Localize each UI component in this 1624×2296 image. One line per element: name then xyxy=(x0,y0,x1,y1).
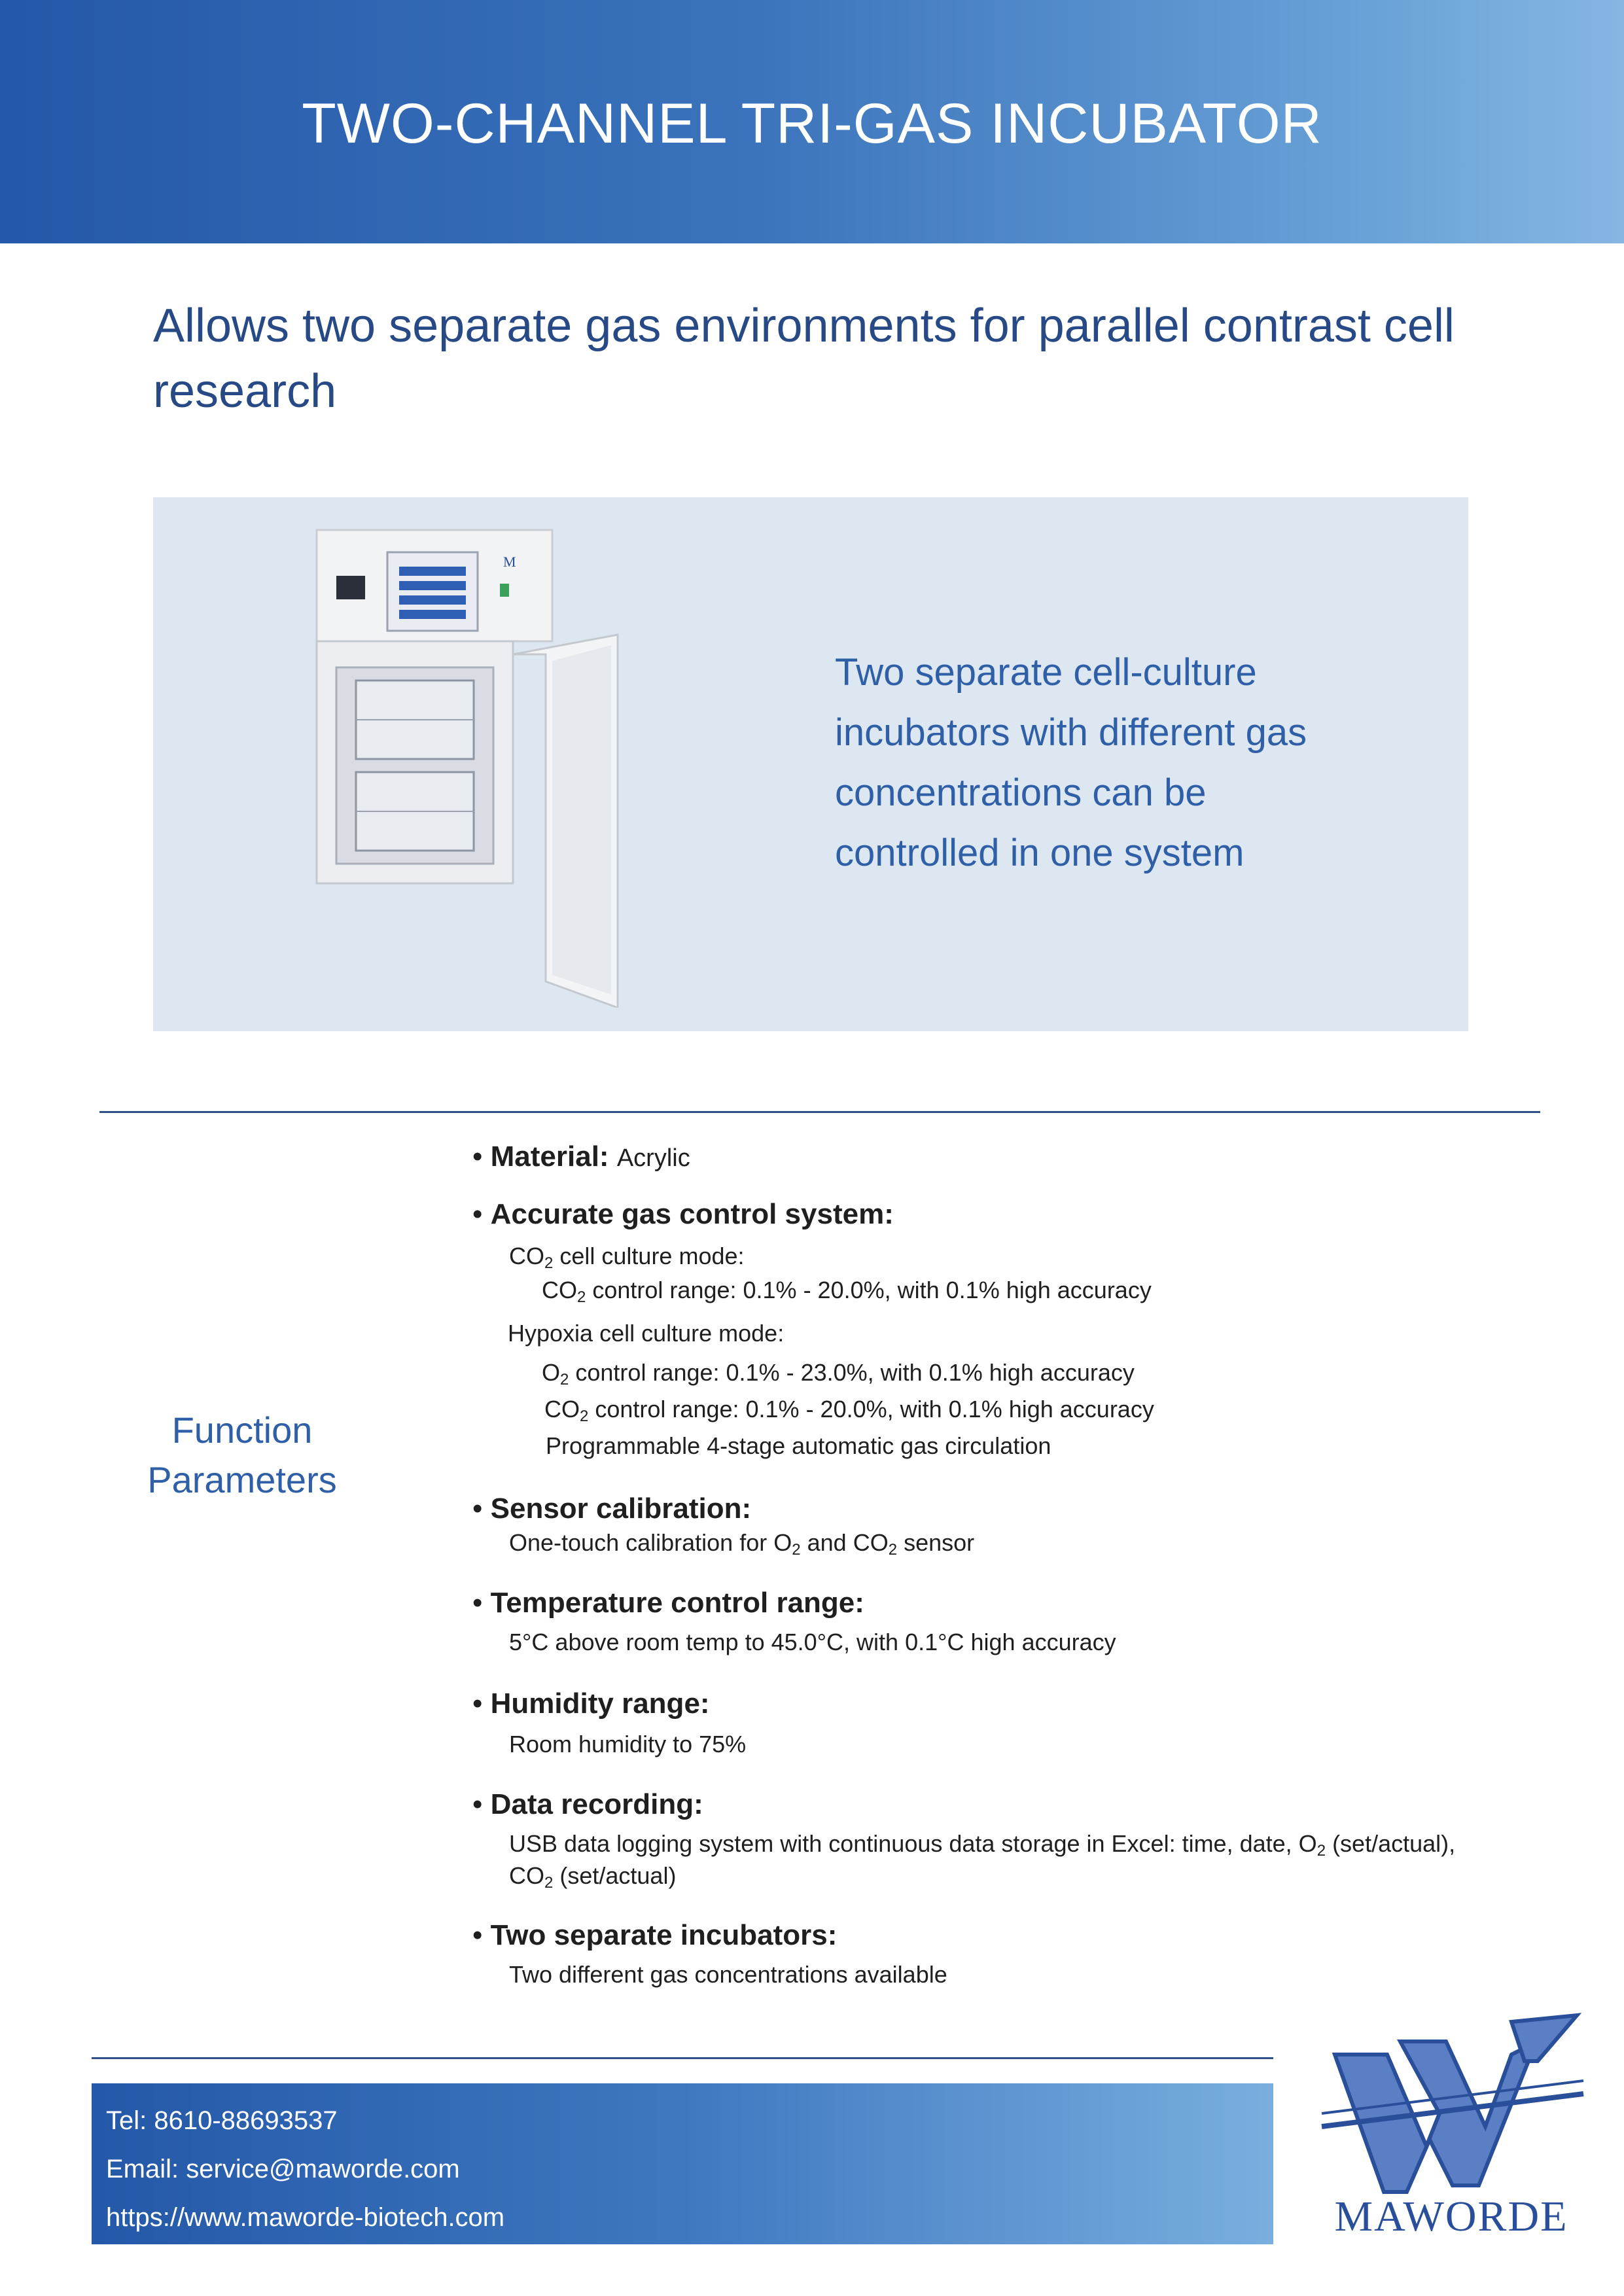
gas-o2-range: $O_2$ control range: 0.1% - 23.0%, with 0.1% high accuracy xyxy=(542,1359,1135,1388)
param-material: • Material: Acrylic xyxy=(472,1140,690,1173)
section-title: Function Parameters xyxy=(147,1409,337,1500)
divider xyxy=(99,1111,1540,1113)
data-text: USB data logging system with continuous data storage in Excel: time, date, $O_2$ (set/actual), $CO_2$ (set/actual) xyxy=(509,1830,1456,1892)
gas-co2-mode: $CO_2$ cell culture mode: xyxy=(509,1243,745,1272)
footer-website[interactable]: https://www.maworde-biotech.com xyxy=(106,2203,505,2232)
incubator-image xyxy=(310,523,650,1008)
gas-hypoxia-mode: Hypoxia cell culture mode: xyxy=(508,1320,785,1347)
feature-text xyxy=(835,643,1371,883)
param-data-recording: • Data recording: xyxy=(472,1788,703,1820)
feature-line: incubators with different gas xyxy=(835,711,1307,754)
param-incubators: • Two separate incubators: xyxy=(472,1919,838,1951)
footer-divider xyxy=(92,2057,1273,2059)
page-title: TWO-CHANNEL TRI-GAS INCUBATOR xyxy=(302,92,1322,155)
gas-programmable: Programmable 4-stage automatic gas circulation xyxy=(546,1432,1051,1459)
param-sensor: • Sensor calibration: xyxy=(472,1492,752,1525)
gas-co2-range: $CO_2$ control range: 0.1% - 20.0%, with 0.1% high accuracy xyxy=(542,1277,1152,1306)
param-temperature: • Temperature control range: xyxy=(472,1587,864,1619)
feature-line: Two separate cell-culture xyxy=(835,651,1257,694)
feature-line: concentrations can be xyxy=(835,771,1207,814)
humidity-text: Room humidity to 75% xyxy=(509,1731,747,1757)
tagline: Allows two separate gas environments for parallel contrast cell research xyxy=(153,300,1455,417)
sensor-text: One-touch calibration for $O_2$ and $CO_2$ sensor xyxy=(509,1529,975,1559)
gas-co2-range-hypoxia: $CO_2$ control range: 0.1% - 20.0%, with 0.1% high accuracy xyxy=(544,1396,1154,1425)
footer-tel: Tel: 8610-88693537 xyxy=(106,2106,338,2135)
incubators-text: Two different gas concentrations available xyxy=(509,1961,947,1988)
svg-text:M: M xyxy=(503,554,516,570)
temperature-text: 5°C above room temp to 45.0°C, with 0.1°C high accuracy xyxy=(509,1629,1116,1655)
logo-wordmark: MAWORDE xyxy=(1334,2193,1568,2240)
feature-panel xyxy=(153,497,1468,1031)
param-gas: • Accurate gas control system: xyxy=(472,1198,894,1230)
feature-line: controlled in one system xyxy=(835,832,1244,874)
param-humidity: • Humidity range: xyxy=(472,1687,710,1720)
footer-email[interactable]: Email: service@maworde.com xyxy=(106,2155,460,2183)
